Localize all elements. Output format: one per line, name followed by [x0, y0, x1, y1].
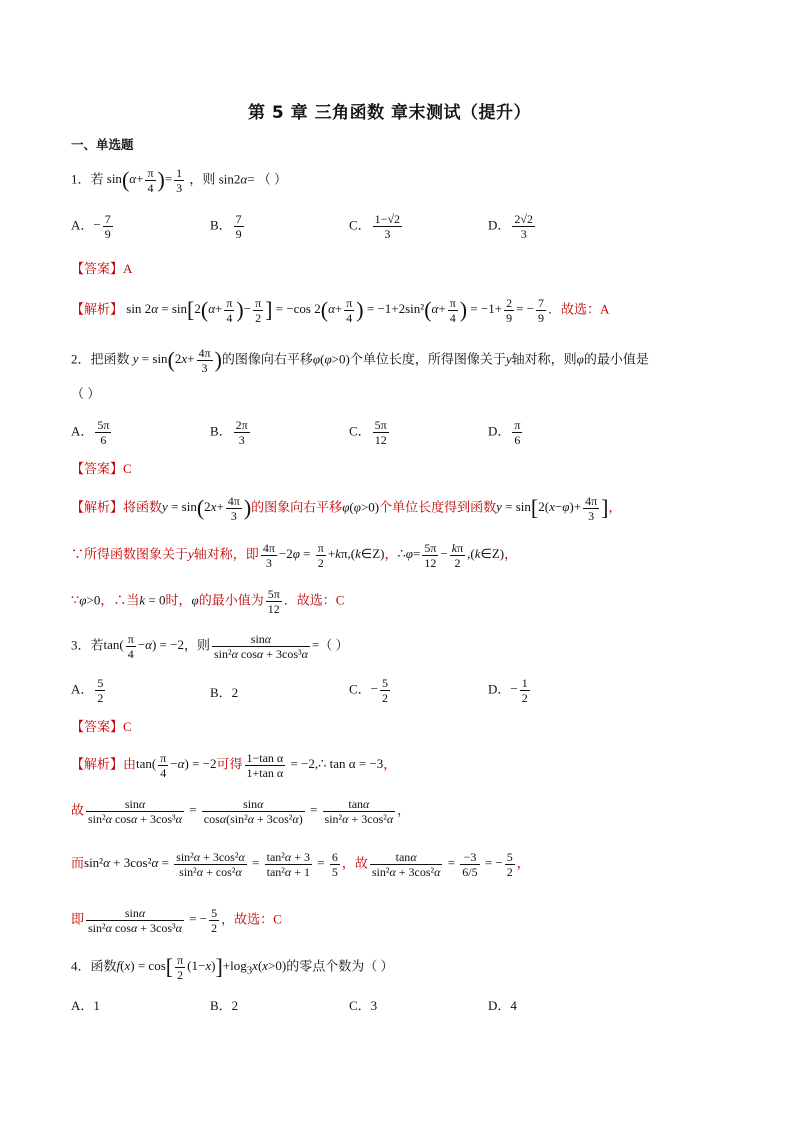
q3-analysis-line3: 而sin²α + 3cos²α = $\frac{\text{sin²α + 3cos²α}}{\text{sin²α + cos²α}}$ = $\frac{\text{tan²α + 3}}{\text{tan²α + 1}}$ = $\frac{6}{5}$ ，故 $\frac{\tan\alpha}{\text{sin²α + 3cos²α}}$ = $\frac{-3}{6/5}$ = − $\frac{5}{2}$ ， — [71, 850, 530, 879]
question-4-stem: 4．函数f(x) = cos[ $\frac{\pi}{2}$ $(1-x)]+\log_3x(x>0)$的零点个数为（ ） — [71, 953, 394, 982]
q1-post: （ ） — [257, 171, 288, 187]
analysis-label: 【解析】 — [71, 302, 124, 318]
page-title: 第 5 章 三角函数 章末测试（提升） — [248, 103, 532, 123]
q1-option-c[interactable]: C． $\frac{1-√2}{3}$ — [349, 212, 401, 241]
q4-option-a[interactable]: A．1 — [71, 998, 100, 1013]
q4-option-c[interactable]: C．3 — [349, 998, 378, 1013]
q1-prefix: 1．若 — [71, 171, 104, 187]
q3-option-b[interactable]: B．2 — [210, 685, 239, 700]
q2-option-a[interactable]: A． $\frac{5\pi}{6}$ — [71, 418, 110, 447]
question-1-stem: 1．若 sin(α+ $\frac{\pi}{4}$ )= $\frac{1}{3}$ ，则 sin2α= （ ） — [71, 166, 288, 195]
q1-answer — [71, 258, 132, 278]
q3-answer: 【答案】C — [71, 719, 132, 735]
q3-option-a[interactable]: A． $\frac{5}{2}$ — [71, 676, 104, 705]
q2-stem-line2: （ ） — [71, 386, 101, 401]
q1-option-a[interactable]: A．− $\frac{7}{9}$ — [71, 212, 111, 241]
q2-option-c[interactable]: C． $\frac{5\pi}{12}$ — [349, 418, 387, 447]
q3-option-d[interactable]: D．− $\frac{1}{2}$ — [488, 676, 528, 705]
answer-value: A — [123, 261, 133, 276]
q4-option-b[interactable]: B．2 — [210, 998, 239, 1013]
q2-analysis-line3: ∵φ>0，∴当k = 0时，φ的最小值为 $\frac{5\pi}{12}$ ．故选：C — [71, 587, 345, 616]
question-3-stem: 3．若tan( $\frac{\pi}{4}$ −α) = −2，则 $\frac{\sin\alpha}{\text{sin²α cosα + 3cos³α}}$ =（ ） — [71, 632, 349, 661]
q2-answer: 【答案】C — [71, 461, 132, 477]
q4-option-d[interactable]: D．4 — [488, 998, 517, 1013]
q1-option-d[interactable]: D． $\frac{2√2}{3}$ — [488, 212, 533, 241]
q2-analysis-line2: ∵所得函数图象关于y轴对称，即 $\frac{4\pi}{3}$ −2φ = $\frac{\pi}{2}$ +kπ,(k∈Z)，∴φ= $\frac{5\pi}{12}$ − $\frac{k\pi}{2}$ ,(k∈Z)， — [71, 541, 518, 570]
q2-option-b[interactable]: B． $\frac{2\pi}{3}$ — [210, 418, 248, 447]
q3-analysis-line2: 故 $\frac{\sin\alpha}{\text{sin²α cosα + 3cos³α}}$ = $\frac{\sin\alpha}{\text{cosα(sin²α + 3cos²α)}}$ = $\frac{\tan\alpha}{\text{sin²α + 3cos²α}}$ ， — [71, 797, 411, 826]
q1-analysis: 【解析】 sin 2α = sin[2(α+ $\frac{\pi}{4}$ )− $\frac{\pi}{2}$ ] = −cos 2(α+ $\frac{\pi}{4}$ ) = −1+2sin²(α+ $\frac{\pi}{4}$ ) = −1+ $\frac{2}{9}$ = − $\frac{7}{9}$ ．故选：A — [71, 296, 610, 325]
q3-analysis-line4: 即 $\frac{\sin\alpha}{\text{sin²α cosα + 3cos³α}}$ = − $\frac{5}{2}$ ，故选：C — [71, 906, 282, 935]
q3-analysis-line1: 【解析】由tan( $\frac{\pi}{4}$ −α) = −2可得 $\frac{\text{1−tan α}}{\text{1+tan α}}$ = −2,∴ tan α = −3， — [71, 751, 397, 780]
q3-option-c[interactable]: C．− $\frac{5}{2}$ — [349, 676, 389, 705]
q2-analysis-line1: 【解析】将函数y = sin(2x+ $\frac{4\pi}{3}$ )的图象向右平移φ(φ>0)个单位长度得到函数y = sin[2(x−φ)+ $\frac{4\pi}{3}$ ]， — [71, 494, 622, 523]
q1-mid: ，则 — [189, 171, 216, 187]
answer-label: 【答案】 — [71, 262, 124, 277]
q2-option-d[interactable]: D． $\frac{\pi}{6}$ — [488, 418, 521, 447]
section-heading: 一、单选题 — [71, 137, 134, 152]
question-2-stem: 2．把函数 y = sin(2x+ $\frac{4\pi}{3}$ )的图像向右平移φ(φ>0)个单位长度，所得图像关于y轴对称，则φ的最小值是 — [71, 346, 649, 375]
q1-analysis-end: ．故选：A — [548, 301, 610, 317]
q1-option-b[interactable]: B． $\frac{7}{9}$ — [210, 212, 242, 241]
